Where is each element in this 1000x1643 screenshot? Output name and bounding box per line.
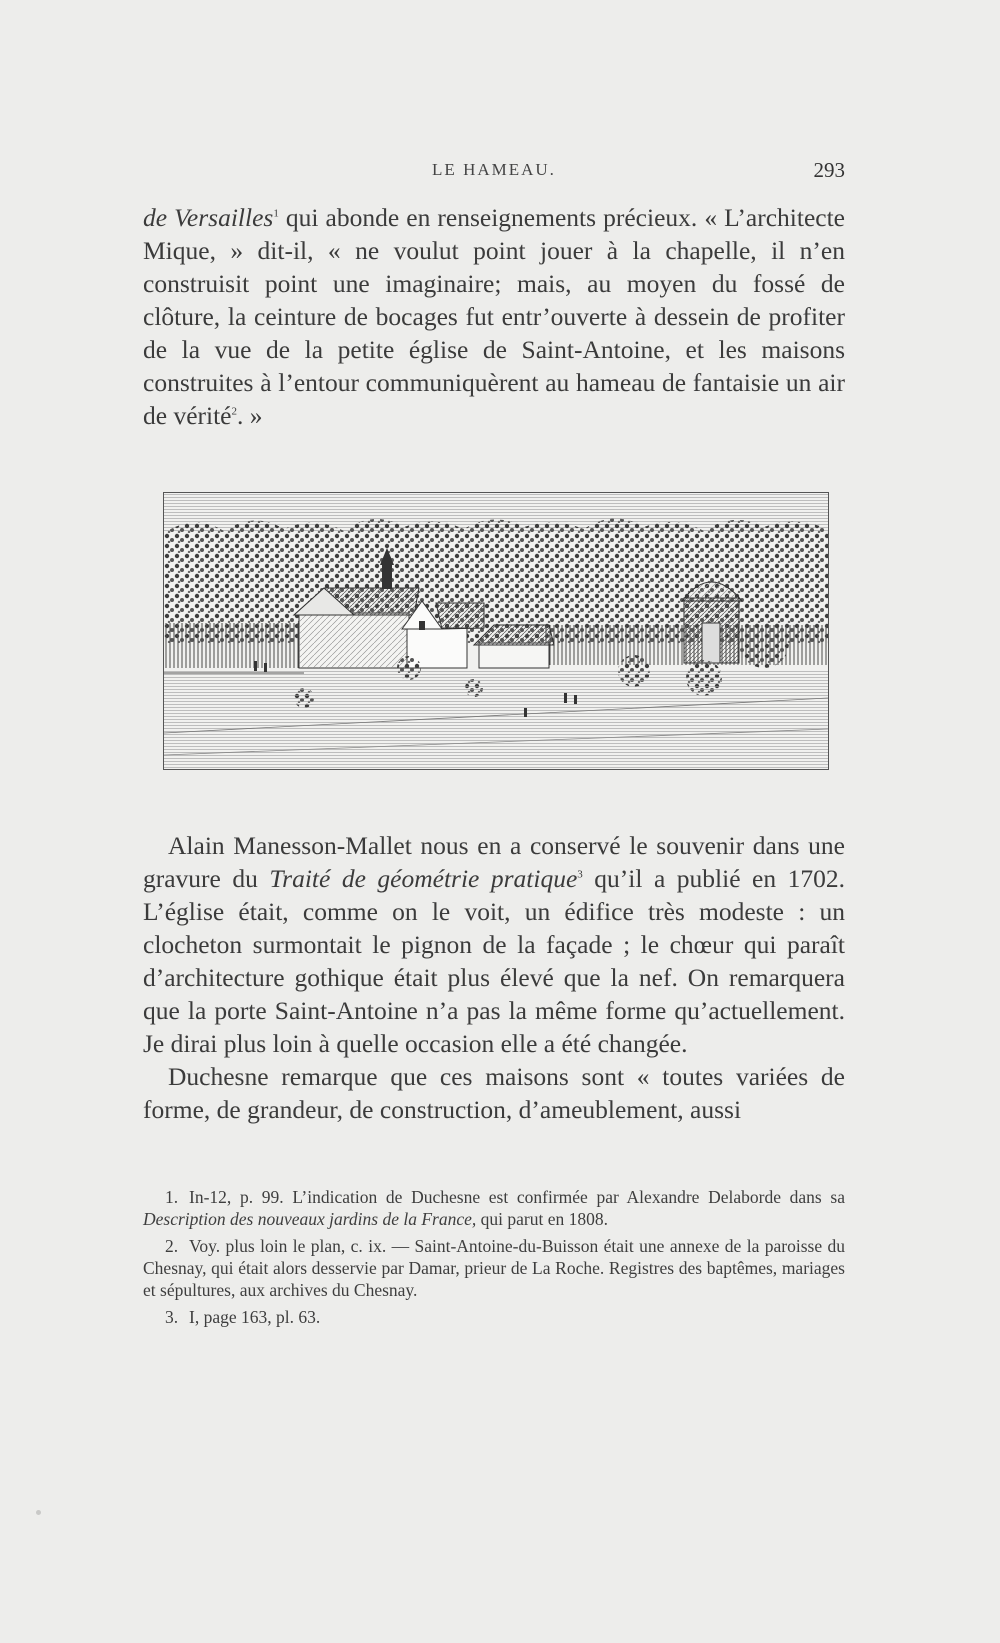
ground xyxy=(164,671,828,769)
paragraph-1 xyxy=(143,201,845,432)
saint-antoine-gate xyxy=(682,582,742,663)
footnote-ref-1[interactable]: 1 xyxy=(273,207,279,220)
footnote-3 xyxy=(143,1306,845,1328)
engraving-illustration xyxy=(164,493,828,769)
source-title: de Versailles xyxy=(143,203,274,232)
paragraph-2-text: Alain Manesson-Mallet nous en a conservé le souvenir dans une gravure du xyxy=(143,831,845,893)
footnote-text: In-12, p. 99. L’indication de Duchesne est confirmée par Alexandre Delaborde dans sa xyxy=(189,1187,845,1207)
footnote-number: 2. xyxy=(165,1236,179,1256)
running-title: LE HAMEAU. xyxy=(432,160,556,179)
footnote-text-end: qui parut en 1808. xyxy=(476,1209,608,1229)
paragraph-2-end: qu’il a publié en 1702. L’église était, comme on le voit, un édifice très modeste : un clocheton surmontait le pignon de la façade ; le chœur qui paraît d’architecture gothique était plus élevé que la nef. On remarquera que la porte Saint-Antoine n’a pas la même forme qu’actuellement. Je dirai plus loin à quelle occasion elle a été changée. xyxy=(143,864,845,1058)
footnote-italic: Description des nouveaux jardins de la France, xyxy=(143,1209,477,1229)
footnote-text: I, page 163, pl. 63. xyxy=(189,1307,321,1327)
footnote-number: 3. xyxy=(165,1307,179,1327)
page-number: 293 xyxy=(813,158,845,182)
paragraph-2 xyxy=(143,829,845,1126)
footnotes xyxy=(143,1186,845,1333)
footnote-number: 1. xyxy=(165,1187,179,1207)
footnote-ref-2[interactable]: 2 xyxy=(231,405,237,418)
footnote-2 xyxy=(143,1235,845,1301)
footnote-ref-3[interactable]: 3 xyxy=(577,868,583,881)
footnote-1 xyxy=(143,1186,845,1230)
book-title: Traité de géométrie pratique xyxy=(269,864,578,893)
paragraph-3: Duchesne remarque que ces maisons sont « toutes variées de forme, de grandeur, de construction, d’ameublement, aussi xyxy=(143,1062,845,1124)
page-header xyxy=(143,160,845,188)
paper-speck xyxy=(36,1510,41,1515)
footnote-text: Voy. plus loin le plan, c. ix. — Saint-Antoine-du-Buisson était une annexe de la paroisse du Chesnay, qui était alors desservie par Damar, prieur de La Roche. Registres des baptêmes, mariages et sépultures, aux archives du Chesnay. xyxy=(143,1236,845,1300)
paragraph-1-end: . » xyxy=(237,401,263,430)
engraving-figure xyxy=(163,492,829,770)
paragraph-1-text: qui abonde en renseignements précieux. « L’architecte Mique, » dit-il, « ne voulut point jouer à la chapelle, il n’en construisit point une imaginaire; mais, au moyen du fossé de clôture, la ceinture de bocages fut entr’ouverte à dessein de profiter de la vue de la petite église de Saint-Antoine, et les maisons construites à l’entour communiquèrent au hameau de fantaisie un air de vérité xyxy=(143,203,845,430)
